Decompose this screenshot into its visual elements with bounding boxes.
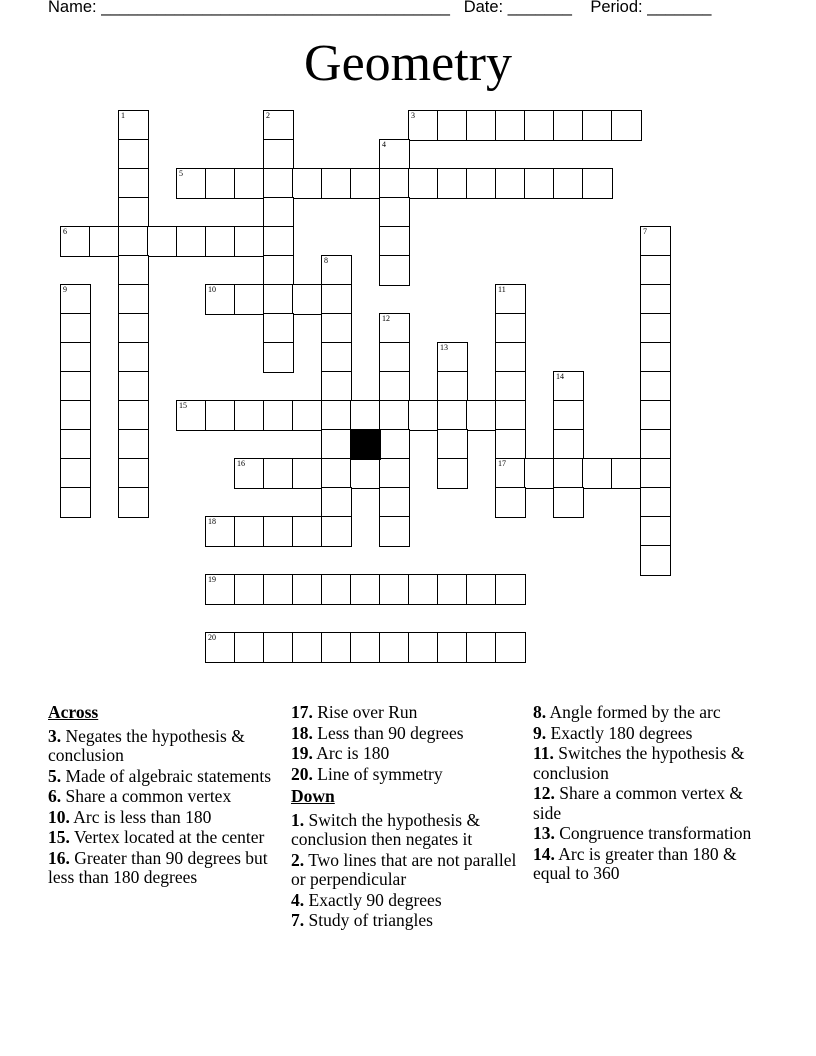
clue-text: Switches the hypothesis & conclusion (533, 743, 745, 783)
grid-cell[interactable] (553, 110, 584, 141)
grid-cell[interactable] (205, 632, 236, 663)
clue-number: 15 (179, 401, 187, 410)
grid-cell[interactable] (553, 429, 584, 460)
grid-cell[interactable] (437, 168, 468, 199)
grid-cell[interactable] (234, 574, 265, 605)
grid-cell[interactable] (118, 284, 149, 315)
grid-cell[interactable] (292, 400, 323, 431)
grid-cell[interactable] (60, 226, 91, 257)
grid-cell[interactable] (495, 284, 526, 315)
grid-cell[interactable] (524, 168, 555, 199)
clue-number: 16 (237, 459, 245, 468)
grid-cell[interactable] (582, 458, 613, 489)
grid-cell[interactable] (263, 574, 294, 605)
clue-number: 12. (533, 783, 555, 803)
grid-cell[interactable] (60, 313, 91, 344)
grid-cell[interactable] (524, 458, 555, 489)
clue-text: Greater than 90 degrees but less than 180 degrees (48, 847, 268, 887)
clue-number: 1 (121, 111, 125, 120)
grid-cell[interactable] (263, 110, 294, 141)
grid-cell[interactable] (379, 400, 410, 431)
grid-cell[interactable] (176, 226, 207, 257)
clue-number: 17. (291, 702, 313, 722)
grid-cell[interactable] (640, 545, 671, 576)
grid-cell[interactable] (321, 516, 352, 547)
grid-cell[interactable] (263, 168, 294, 199)
grid-cell[interactable] (640, 429, 671, 460)
grid-cell[interactable] (118, 342, 149, 373)
name-label: Name: (48, 0, 97, 16)
grid-cell[interactable] (553, 371, 584, 402)
grid-cell[interactable] (553, 168, 584, 199)
grid-cell[interactable] (437, 371, 468, 402)
grid-cell[interactable] (60, 371, 91, 402)
grid-cell[interactable] (118, 371, 149, 402)
grid-cell[interactable] (350, 168, 381, 199)
grid-cell[interactable] (553, 400, 584, 431)
clue-number: 13 (440, 343, 448, 352)
clue (533, 724, 763, 744)
grid-cell[interactable] (205, 574, 236, 605)
clue-text: Line of symmetry (317, 763, 443, 784)
clue-text: Vertex located at the center (73, 827, 265, 847)
period-label: Period: (590, 0, 643, 16)
grid-cell[interactable] (640, 313, 671, 344)
grid-cell[interactable] (495, 371, 526, 402)
clue-text: Arc is greater than 180 & equal to 360 (533, 843, 737, 883)
grid-cell[interactable] (263, 255, 294, 286)
grid-cell[interactable] (553, 487, 584, 518)
grid-cell[interactable] (495, 487, 526, 518)
clue (533, 703, 763, 723)
clue-number: 14. (533, 843, 555, 864)
grid-cell[interactable] (495, 168, 526, 199)
clues-column-3 (533, 703, 763, 885)
grid-cell[interactable] (263, 197, 294, 228)
grid-cell[interactable] (321, 284, 352, 315)
grid-cell[interactable] (379, 458, 410, 489)
grid-cell[interactable] (234, 168, 265, 199)
grid-cell[interactable] (234, 400, 265, 431)
grid-cell[interactable] (292, 516, 323, 547)
grid-cell[interactable] (495, 313, 526, 344)
grid-cell[interactable] (408, 400, 439, 431)
clue-number: 8 (324, 256, 328, 265)
grid-cell[interactable] (379, 342, 410, 373)
grid-cell[interactable] (495, 429, 526, 460)
grid-cell[interactable] (321, 255, 352, 286)
grid-cell[interactable] (640, 516, 671, 547)
clue-text: Angle formed by the arc (549, 702, 721, 722)
grid-cell[interactable] (263, 139, 294, 170)
grid-cell[interactable] (60, 342, 91, 373)
blocked-cell (350, 429, 381, 460)
clue-number: 19 (208, 575, 216, 584)
clue (48, 767, 278, 787)
grid-cell[interactable] (205, 284, 236, 315)
clue-text: Arc is 180 (316, 743, 390, 763)
grid-cell[interactable] (466, 110, 497, 141)
grid-cell[interactable] (60, 487, 91, 518)
clue-number: 18. (291, 722, 313, 743)
grid-cell[interactable] (582, 168, 613, 199)
clues-column-1 (48, 703, 278, 889)
grid-cell[interactable] (640, 371, 671, 402)
clue-text: Made of algebraic statements (65, 765, 272, 786)
clue-number: 11 (498, 285, 506, 294)
clue (533, 784, 763, 823)
grid-cell[interactable] (292, 632, 323, 663)
clue-number: 3 (411, 111, 415, 120)
name-line[interactable]: ______________________________________ (101, 0, 450, 16)
grid-cell[interactable] (263, 342, 294, 373)
grid-cell[interactable] (118, 429, 149, 460)
clue (48, 828, 278, 848)
grid-cell[interactable] (611, 110, 642, 141)
grid-cell[interactable] (147, 226, 178, 257)
clue (291, 891, 526, 911)
grid-cell[interactable] (379, 516, 410, 547)
grid-cell[interactable] (60, 429, 91, 460)
across-clue-list-continued (291, 703, 526, 784)
grid-cell[interactable] (495, 400, 526, 431)
grid-cell[interactable] (234, 226, 265, 257)
grid-cell[interactable] (466, 168, 497, 199)
grid-cell[interactable] (263, 632, 294, 663)
clue-number: 13. (533, 823, 555, 843)
grid-cell[interactable] (379, 255, 410, 286)
grid-cell[interactable] (379, 487, 410, 518)
clue-number: 20. (291, 763, 313, 784)
grid-cell[interactable] (263, 313, 294, 344)
grid-cell[interactable] (205, 168, 236, 199)
grid-cell[interactable] (350, 574, 381, 605)
clue-number: 19. (291, 743, 313, 763)
clue (48, 808, 278, 828)
grid-cell[interactable] (205, 226, 236, 257)
grid-cell[interactable] (437, 574, 468, 605)
clue (291, 703, 526, 723)
grid-cell[interactable] (292, 284, 323, 315)
down-clue-list-continued (533, 703, 763, 884)
grid-cell[interactable] (495, 342, 526, 373)
grid-cell[interactable] (292, 168, 323, 199)
grid-cell[interactable] (611, 458, 642, 489)
grid-cell[interactable] (176, 168, 207, 199)
clue-number: 9 (63, 285, 67, 294)
clue-number: 17 (498, 459, 506, 468)
clue (48, 849, 278, 888)
grid-cell[interactable] (321, 458, 352, 489)
grid-cell[interactable] (118, 458, 149, 489)
grid-cell[interactable] (408, 168, 439, 199)
clue (291, 765, 526, 785)
grid-cell[interactable] (466, 574, 497, 605)
clue-number: 10 (208, 285, 216, 294)
clue (533, 824, 763, 844)
clue-text: Two lines that are not parallel or perpendicular (291, 849, 517, 889)
grid-cell[interactable] (437, 458, 468, 489)
grid-cell[interactable] (321, 313, 352, 344)
clue-number: 10. (48, 806, 70, 827)
grid-cell[interactable] (263, 226, 294, 257)
period-line[interactable]: _______ (647, 0, 712, 16)
grid-cell[interactable] (321, 168, 352, 199)
grid-cell[interactable] (118, 255, 149, 286)
clue (291, 811, 526, 850)
grid-cell[interactable] (495, 458, 526, 489)
grid-cell[interactable] (379, 168, 410, 199)
grid-cell[interactable] (118, 400, 149, 431)
grid-cell[interactable] (640, 342, 671, 373)
grid-cell[interactable] (379, 226, 410, 257)
clue (48, 787, 278, 807)
clue-number: 2. (291, 849, 305, 870)
clue-number: 18 (208, 517, 216, 526)
grid-cell[interactable] (553, 458, 584, 489)
date-label: Date: (463, 0, 504, 16)
grid-cell[interactable] (60, 284, 91, 315)
grid-cell[interactable] (176, 400, 207, 431)
clue-number: 4. (291, 889, 305, 910)
grid-cell[interactable] (234, 458, 265, 489)
grid-cell[interactable] (321, 342, 352, 373)
grid-cell[interactable] (321, 371, 352, 402)
across-clue-list (48, 727, 278, 888)
clue (533, 744, 763, 783)
grid-cell[interactable] (205, 400, 236, 431)
grid-cell[interactable] (466, 400, 497, 431)
clue (291, 911, 526, 931)
clue-text: Less than 90 degrees (317, 722, 464, 743)
clue-number: 7 (643, 227, 647, 236)
clue (533, 845, 763, 884)
grid-cell[interactable] (379, 429, 410, 460)
grid-cell[interactable] (350, 400, 381, 431)
grid-cell[interactable] (263, 458, 294, 489)
grid-cell[interactable] (321, 429, 352, 460)
grid-cell[interactable] (640, 284, 671, 315)
clue-text: Negates the hypothesis & conclusion (48, 725, 245, 765)
grid-cell[interactable] (60, 400, 91, 431)
grid-cell[interactable] (379, 197, 410, 228)
clue-number: 15. (48, 827, 70, 847)
grid-cell[interactable] (408, 110, 439, 141)
grid-cell[interactable] (437, 110, 468, 141)
down-heading: Down (291, 786, 335, 806)
clue-number: 14 (556, 372, 564, 381)
clue-number: 5. (48, 765, 62, 786)
clue-text: Arc is less than 180 (73, 806, 212, 827)
clue-text: Switch the hypothesis & conclusion then negates it (291, 809, 481, 849)
clue-number: 1. (291, 809, 305, 830)
grid-cell[interactable] (292, 458, 323, 489)
clue-text: Exactly 90 degrees (308, 889, 442, 910)
grid-cell[interactable] (379, 632, 410, 663)
page-title: Geometry (304, 35, 512, 92)
clue-number: 8. (533, 702, 547, 722)
clue-text: Share a common vertex (65, 786, 232, 806)
grid-cell[interactable] (437, 632, 468, 663)
grid-cell[interactable] (408, 632, 439, 663)
clue-number: 11. (533, 743, 554, 763)
clue-number: 12 (382, 314, 390, 323)
grid-cell[interactable] (60, 458, 91, 489)
clue-number: 2 (266, 111, 270, 120)
grid-cell[interactable] (118, 168, 149, 199)
grid-cell[interactable] (89, 226, 120, 257)
grid-cell[interactable] (321, 400, 352, 431)
grid-cell[interactable] (379, 139, 410, 170)
grid-cell[interactable] (321, 574, 352, 605)
grid-cell[interactable] (582, 110, 613, 141)
clue (291, 724, 526, 744)
grid-cell[interactable] (118, 487, 149, 518)
grid-cell[interactable] (263, 400, 294, 431)
clue-number: 16. (48, 847, 70, 868)
grid-cell[interactable] (234, 516, 265, 547)
clue-number: 6 (63, 227, 67, 236)
grid-cell[interactable] (234, 284, 265, 315)
grid-cell[interactable] (234, 632, 265, 663)
grid-cell[interactable] (495, 110, 526, 141)
grid-cell[interactable] (466, 632, 497, 663)
grid-cell[interactable] (640, 400, 671, 431)
grid-cell[interactable] (524, 110, 555, 141)
grid-cell[interactable] (321, 632, 352, 663)
clue-number: 20 (208, 633, 216, 642)
clue-number: 4 (382, 140, 386, 149)
clue (291, 744, 526, 764)
grid-cell[interactable] (640, 487, 671, 518)
clue-number: 3. (48, 725, 62, 746)
grid-cell[interactable] (495, 632, 526, 663)
clue-number: 6. (48, 786, 62, 806)
grid-cell[interactable] (118, 139, 149, 170)
grid-cell[interactable] (118, 197, 149, 228)
grid-cell[interactable] (350, 458, 381, 489)
grid-cell[interactable] (350, 632, 381, 663)
clue-number: 9. (533, 722, 547, 743)
clue-text: Rise over Run (317, 702, 418, 722)
grid-cell[interactable] (437, 342, 468, 373)
worksheet-header (48, 0, 711, 17)
clue (48, 727, 278, 766)
grid-cell[interactable] (321, 487, 352, 518)
grid-cell[interactable] (379, 574, 410, 605)
grid-cell[interactable] (118, 226, 149, 257)
grid-cell[interactable] (408, 574, 439, 605)
grid-cell[interactable] (379, 371, 410, 402)
grid-cell[interactable] (263, 284, 294, 315)
grid-cell[interactable] (437, 429, 468, 460)
clue (291, 851, 526, 890)
grid-cell[interactable] (495, 574, 526, 605)
grid-cell[interactable] (118, 110, 149, 141)
date-line[interactable]: _______ (507, 0, 572, 16)
clue-text: Study of triangles (308, 910, 433, 930)
grid-cell[interactable] (640, 458, 671, 489)
clue-number: 7. (291, 910, 305, 930)
grid-cell[interactable] (118, 313, 149, 344)
clue-text: Share a common vertex & side (533, 783, 743, 823)
down-clue-list (291, 811, 526, 931)
clue-text: Congruence transformation (559, 823, 752, 843)
grid-cell[interactable] (437, 400, 468, 431)
grid-cell[interactable] (640, 255, 671, 286)
grid-cell[interactable] (263, 516, 294, 547)
grid-cell[interactable] (205, 516, 236, 547)
across-heading: Across (48, 702, 99, 722)
grid-cell[interactable] (640, 226, 671, 257)
clues-column-2 (291, 703, 526, 932)
grid-cell[interactable] (292, 574, 323, 605)
clue-number: 5 (179, 169, 183, 178)
clue-text: Exactly 180 degrees (550, 722, 693, 743)
grid-cell[interactable] (379, 313, 410, 344)
